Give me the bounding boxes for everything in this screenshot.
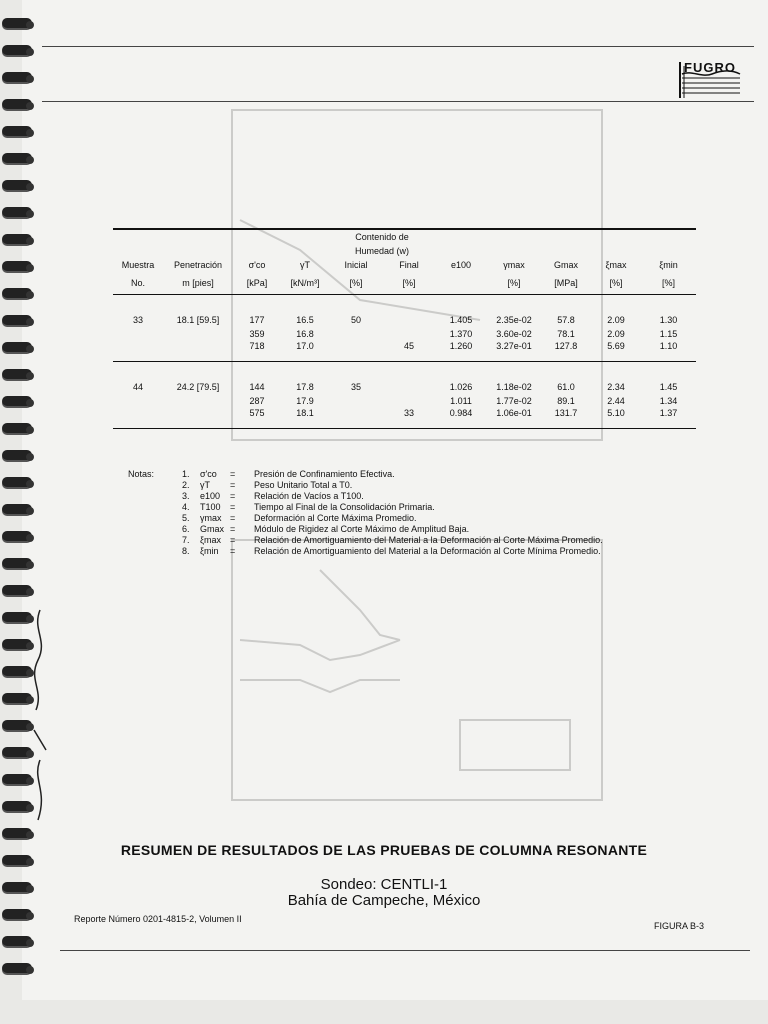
binding-ring (2, 666, 32, 676)
binding-ring (2, 693, 32, 703)
binding-ring (2, 261, 32, 271)
header-ximin-unit: [%] (641, 272, 696, 295)
header-ximax: ξmax (605, 260, 627, 270)
cell-ximin: 1.45 (659, 382, 678, 392)
spiral-binding (0, 0, 40, 1024)
binding-ring (2, 531, 32, 541)
binding-ring (2, 315, 32, 325)
cell-final: 33 (383, 408, 435, 429)
header-sigma: σ'co (248, 260, 266, 270)
handwritten-margin-note (30, 600, 50, 830)
cell-muestra (113, 408, 163, 429)
cell-ymax: 3.60e-02 (496, 329, 532, 339)
table-row (113, 327, 696, 341)
table-row (113, 408, 696, 429)
cell-ximax: 2.09 (607, 329, 625, 339)
binding-ring (2, 72, 32, 82)
header-penetracion: Penetración (173, 260, 223, 270)
header-inicial-unit: [%] (329, 272, 383, 295)
note-number: 7. (182, 535, 190, 545)
header-penetracion-unit: m [pies] (163, 272, 233, 295)
binding-ring (2, 423, 32, 433)
cell-ximax: 5.69 (591, 341, 641, 362)
results-table (113, 228, 696, 429)
note-item (182, 513, 417, 524)
cell-gamma: 17.8 (296, 382, 314, 392)
cell-penetracion (163, 327, 233, 341)
cell-sigma: 359 (249, 329, 265, 339)
cell-gamma: 16.5 (296, 315, 314, 325)
table-header-row (113, 258, 696, 272)
header-gmax: Gmax (553, 260, 578, 270)
binding-ring (2, 585, 32, 595)
note-number: 4. (182, 502, 190, 512)
cell-gmax: 89.1 (557, 396, 575, 406)
note-text: Tiempo al Final de la Consolidación Primaria. (254, 502, 435, 512)
cell-inicial: 50 (350, 315, 361, 325)
binding-ring (2, 909, 32, 919)
binding-ring (2, 558, 32, 568)
cell-e100: 1.260 (435, 341, 487, 362)
header-gamma: γT (300, 260, 310, 270)
note-equals: = (230, 535, 236, 545)
fugro-logo (676, 58, 742, 100)
cell-ymax: 2.35e-02 (496, 315, 532, 325)
cell-ymax: 3.27e-01 (487, 341, 541, 362)
binding-ring (2, 801, 32, 811)
binding-ring (2, 18, 32, 28)
binding-ring (2, 774, 32, 784)
note-item (182, 524, 469, 535)
cell-ximax: 5.10 (591, 408, 641, 429)
note-item (182, 480, 352, 491)
note-symbol: Gmax (200, 524, 225, 534)
note-equals: = (230, 469, 236, 479)
cell-ximin: 1.10 (641, 341, 696, 362)
binding-ring (2, 720, 32, 730)
header-final-unit: [%] (383, 272, 435, 295)
note-text: Peso Unitario Total a T0. (254, 480, 353, 490)
table-header-row (113, 229, 696, 244)
binding-ring (2, 369, 32, 379)
table-spacer (113, 362, 696, 381)
cell-final (383, 313, 435, 327)
cell-muestra: 44 (132, 382, 143, 392)
binding-ring (2, 288, 32, 298)
page-title: RESUMEN DE RESULTADOS DE LAS PRUEBAS DE COLUMNA RESONANTE (120, 842, 648, 858)
note-symbol: ξmin (200, 546, 219, 556)
note-equals: = (230, 502, 236, 512)
cell-e100: 1.405 (449, 315, 473, 325)
cell-final (383, 327, 435, 341)
note-text: Presión de Confinamiento Efectiva. (254, 469, 395, 479)
cell-sigma: 177 (249, 315, 265, 325)
header-ximax-unit: [%] (591, 272, 641, 295)
binding-ring (2, 747, 32, 757)
table-header-units-row (113, 272, 696, 295)
header-ymax-unit: [%] (487, 272, 541, 295)
notes-label: Notas: (128, 469, 155, 479)
header-muestra-no: No. (113, 272, 163, 295)
header-final: Final (399, 260, 419, 270)
binding-ring (2, 477, 32, 487)
cell-e100: 0.984 (435, 408, 487, 429)
cell-inicial (329, 327, 383, 341)
cell-muestra (113, 341, 163, 362)
cell-inicial (329, 394, 383, 408)
note-text: Relación de Vacíos a T100. (254, 491, 364, 501)
report-number: Reporte Número 0201-4815-2, Volumen II (74, 914, 242, 924)
header-inicial: Inicial (344, 260, 368, 270)
note-item (182, 502, 435, 513)
cell-sigma: 144 (249, 382, 265, 392)
header-humedad: Humedad (w) (354, 246, 410, 256)
binding-ring (2, 126, 32, 136)
binding-ring (2, 234, 32, 244)
header-muestra: Muestra (121, 260, 155, 270)
note-item (182, 491, 364, 502)
note-equals: = (230, 513, 236, 523)
cell-ymax: 1.77e-02 (496, 396, 532, 406)
note-number: 8. (182, 546, 190, 556)
note-item (182, 535, 603, 546)
binding-ring (2, 504, 32, 514)
note-text: Deformación al Corte Máxima Promedio. (254, 513, 417, 523)
cell-ximax: 2.09 (607, 315, 625, 325)
note-text: Relación de Amortiguamiento del Material a la Deformación al Corte Máxima Promedio. (254, 535, 603, 545)
figure-number: FIGURA B-3 (654, 921, 705, 931)
note-number: 5. (182, 513, 190, 523)
note-item (182, 469, 395, 480)
cell-final: 45 (383, 341, 435, 362)
location-label: Bahía de Campeche, México (287, 892, 481, 909)
cell-ximin: 1.37 (641, 408, 696, 429)
note-symbol: γmax (200, 513, 222, 523)
cell-inicial (329, 341, 383, 362)
cell-gmax: 78.1 (557, 329, 575, 339)
note-item (182, 546, 601, 557)
cell-ximin: 1.15 (659, 329, 678, 339)
sondeo-label: Sondeo: CENTLI-1 (320, 876, 448, 893)
note-equals: = (230, 491, 236, 501)
header-ymax: γmax (503, 260, 525, 270)
header-ximin: ξmin (659, 260, 678, 270)
table-spacer (113, 295, 696, 314)
logo-text: FUGRO (684, 60, 736, 75)
header-rule-top (42, 46, 754, 47)
cell-sigma: 287 (249, 396, 265, 406)
header-e100: e100 (450, 260, 472, 270)
cell-final (383, 394, 435, 408)
note-equals: = (230, 524, 236, 534)
cell-e100: 1.370 (449, 329, 473, 339)
table-row (113, 341, 696, 362)
cell-ymax: 1.06e-01 (487, 408, 541, 429)
note-number: 1. (182, 469, 190, 479)
note-symbol: γT (200, 480, 210, 490)
cell-gmax: 57.8 (557, 315, 575, 325)
note-equals: = (230, 546, 236, 556)
cell-e100: 1.011 (450, 396, 472, 406)
cell-muestra (113, 394, 163, 408)
binding-ring (2, 153, 32, 163)
binding-ring (2, 612, 32, 622)
binding-ring (2, 396, 32, 406)
cell-muestra: 33 (132, 315, 143, 325)
cell-muestra (113, 327, 163, 341)
cell-gmax: 131.7 (541, 408, 591, 429)
cell-ymax: 1.18e-02 (496, 382, 532, 392)
table-row (113, 394, 696, 408)
note-number: 6. (182, 524, 190, 534)
note-number: 2. (182, 480, 190, 490)
table-header-row (113, 244, 696, 258)
binding-ring (2, 450, 32, 460)
cell-gamma: 18.1 (281, 408, 329, 429)
cell-sigma: 718 (233, 341, 281, 362)
cell-penetracion (163, 394, 233, 408)
cell-penetracion: 24.2 [79.5] (176, 382, 220, 392)
note-symbol: σ'co (200, 469, 217, 479)
note-text: Relación de Amortiguamiento del Material a la Deformación al Corte Mínima Promedio. (254, 546, 601, 556)
cell-gmax: 61.0 (557, 382, 575, 392)
binding-ring (2, 45, 32, 55)
binding-ring (2, 180, 32, 190)
cell-inicial (329, 408, 383, 429)
binding-ring (2, 342, 32, 352)
cell-gamma: 17.9 (296, 396, 314, 406)
binding-ring (2, 207, 32, 217)
note-text: Módulo de Rigidez al Corte Máximo de Amplitud Baja. (254, 524, 470, 534)
header-sigma-unit: [kPa] (233, 272, 281, 295)
binding-ring (2, 828, 32, 838)
header-gamma-unit: [kN/m³] (281, 272, 329, 295)
cell-penetracion: 18.1 [59.5] (176, 315, 220, 325)
binding-ring (2, 963, 32, 973)
cell-gamma: 17.0 (281, 341, 329, 362)
binding-ring (2, 639, 32, 649)
header-gmax-unit: [MPa] (541, 272, 591, 295)
footer-rule (60, 950, 750, 951)
cell-sigma: 575 (233, 408, 281, 429)
note-symbol: T100 (200, 502, 221, 512)
cell-gamma: 16.8 (296, 329, 314, 339)
binding-ring (2, 936, 32, 946)
binding-ring (2, 99, 32, 109)
header-contenido: Contenido de (329, 229, 435, 244)
cell-ximin: 1.34 (659, 396, 678, 406)
cell-gmax: 127.8 (541, 341, 591, 362)
cell-e100: 1.026 (449, 382, 473, 392)
cell-penetracion (163, 341, 233, 362)
cell-penetracion (163, 408, 233, 429)
note-number: 3. (182, 491, 190, 501)
note-equals: = (230, 480, 236, 490)
cell-final (383, 380, 435, 394)
table-row (113, 313, 696, 327)
cell-ximax: 2.44 (607, 396, 625, 406)
table-row (113, 380, 696, 394)
cell-ximax: 2.34 (607, 382, 625, 392)
note-symbol: ξmax (200, 535, 222, 545)
cell-ximin: 1.30 (659, 315, 678, 325)
cell-inicial: 35 (350, 382, 361, 392)
note-symbol: e100 (200, 491, 221, 501)
